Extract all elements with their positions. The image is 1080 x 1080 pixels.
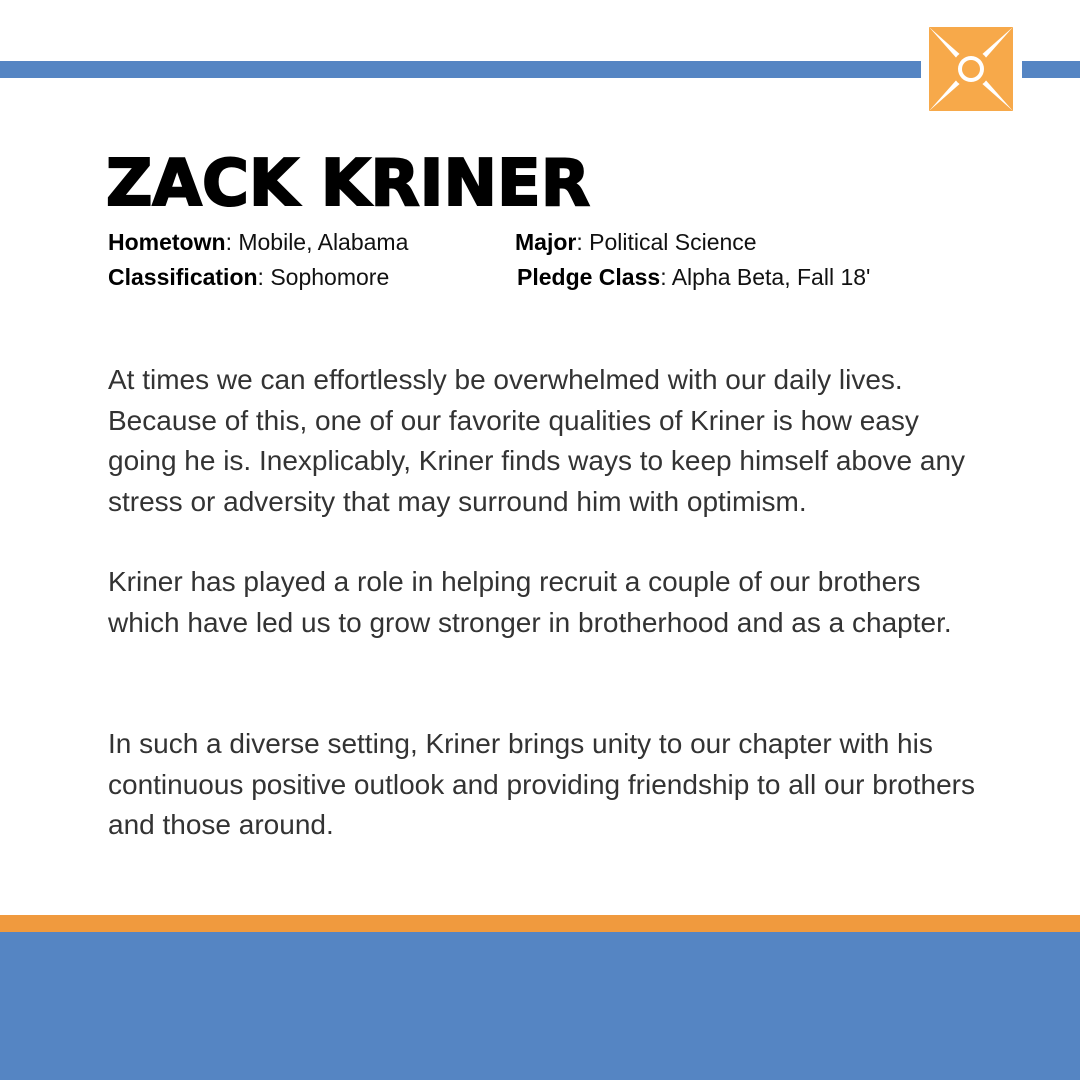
bottom-accent-stripe bbox=[0, 915, 1080, 932]
top-accent-bar-left bbox=[0, 61, 921, 78]
pledge-class-label: Pledge Class bbox=[517, 264, 661, 290]
bio-paragraph-3: In such a diverse setting, Kriner brings unity to our chapter with his continuous positive outlook and providing friendship to all our brothers and those around. bbox=[108, 728, 975, 840]
hometown-label: Hometown bbox=[108, 229, 226, 255]
hometown-info bbox=[108, 227, 408, 257]
classification-value: : Sophomore bbox=[257, 264, 390, 290]
major-label: Major bbox=[515, 229, 577, 255]
member-name: ZACK KRINER bbox=[106, 147, 591, 221]
pledge-class-info bbox=[517, 262, 870, 292]
maltese-cross-icon bbox=[929, 27, 1013, 111]
top-accent-bar-right bbox=[1022, 61, 1080, 78]
major-value: : Political Science bbox=[576, 229, 757, 255]
bio-paragraph-2: Kriner has played a role in helping recruit a couple of our brothers which have led us to grow stronger in brotherhood and as a chapter. bbox=[108, 566, 952, 638]
classification-label: Classification bbox=[108, 264, 258, 290]
major-info bbox=[515, 227, 757, 257]
pledge-class-value: : Alpha Beta, Fall 18' bbox=[660, 264, 871, 290]
hometown-value: : Mobile, Alabama bbox=[225, 229, 409, 255]
bio-paragraph-1: At times we can effortlessly be overwhelmed with our daily lives. Because of this, one of our favorite qualities of Kriner is how easy going he is. Inexplicably, Kriner finds ways to keep himself above any stress or adversity that may surround him with optimism. bbox=[108, 364, 966, 517]
classification-info bbox=[108, 262, 389, 292]
bottom-footer-block bbox=[0, 932, 1080, 1080]
